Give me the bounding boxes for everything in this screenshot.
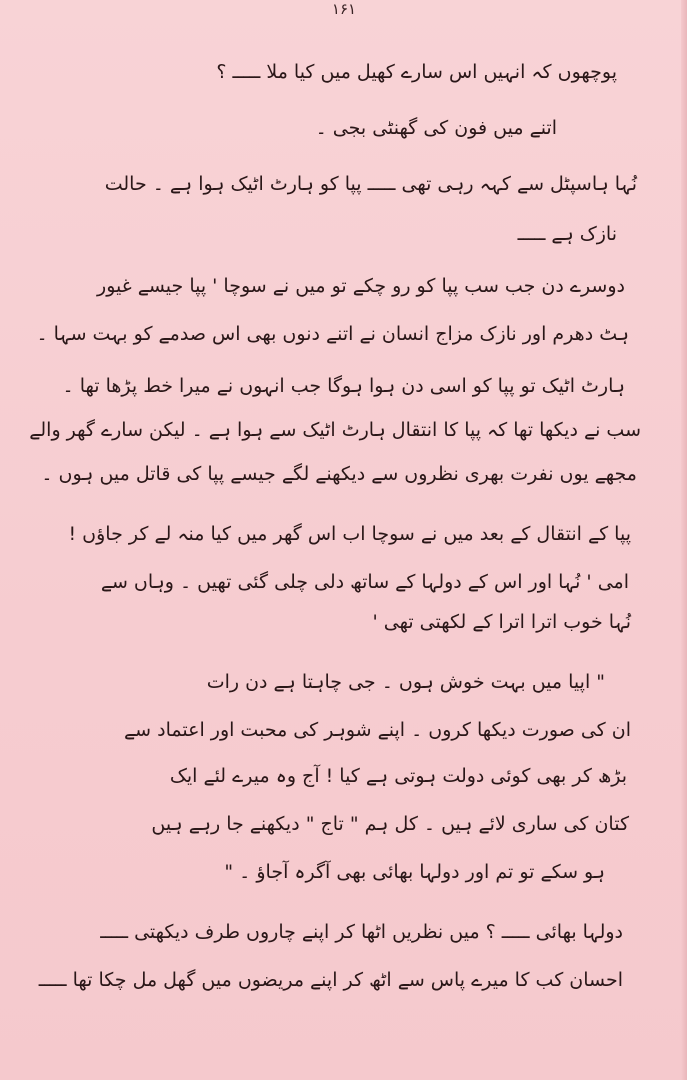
- page-number: ۱۶۱: [331, 0, 357, 18]
- text-line-13: " اپیا میں بہت خوش ہوں ۔ جی چاہتا ہے دن رات: [206, 671, 605, 693]
- text-line-17: ہو سکے تو تم اور دولہا بھائی بھی آگرہ آجاؤ ۔ ": [224, 861, 605, 883]
- text-line-16: کتان کی ساری لائے ہیں ۔ کل ہم " تاج " دیکھنے جا رہے ہیں: [151, 813, 629, 835]
- page-edge-shadow: [681, 0, 687, 1080]
- text-line-1: پوچھوں کہ انہیں اس سارے کھیل میں کیا ملا ـــــ ؟: [216, 61, 617, 83]
- text-line-5: دوسرے دن جب سب پپا کو رو چکے تو میں نے سوچا ' پپا جیسے غیور: [97, 275, 625, 297]
- text-line-8: سب نے دیکھا تھا کہ پپا کا انتقال ہارٹ اٹیک سے ہوا ہے ۔ لیکن سارے گھر والے: [29, 419, 641, 441]
- text-line-7: ہارٹ اٹیک تو پپا کو اسی دن ہوا ہوگا جب انہوں نے میرا خط پڑھا تھا ۔: [62, 375, 625, 397]
- text-line-2: اتنے میں فون کی گھنٹی بجی ۔: [315, 117, 557, 139]
- text-line-14: ان کی صورت دیکھا کروں ۔ اپنے شوہر کی محبت اور اعتماد سے: [124, 719, 631, 741]
- text-line-4: نازک ہے ـــــ: [517, 223, 617, 245]
- text-line-3: نُہا ہاسپٹل سے کہہ رہی تھی ـــــ پپا کو ہارٹ اٹیک ہوا ہے ۔ حالت: [104, 173, 637, 195]
- text-line-11: امی ' نُہا اور اس کے دولہا کے ساتھ دلی چلی گئی تھیں ۔ وہاں سے: [100, 571, 629, 593]
- text-line-19: احسان کب کا میرے پاس سے اٹھ کر اپنے مریضوں میں گھل مل چکا تھا ـــــ: [38, 969, 623, 991]
- text-line-18: دولہا بھائی ـــــ ؟ میں نظریں اٹھا کر اپنے چاروں طرف دیکھتی ـــــ: [100, 921, 623, 943]
- text-line-9: مجھے یوں نفرت بھری نظروں سے دیکھنے لگے جیسے پپا کی قاتل میں ہوں ۔: [41, 463, 637, 485]
- text-line-12: نُہا خوب اترا اترا کے لکھتی تھی ': [372, 611, 631, 633]
- text-line-15: بڑھ کر بھی کوئی دولت ہوتی ہے کیا ! آج وہ میرے لئے ایک: [169, 765, 627, 787]
- text-line-10: پپا کے انتقال کے بعد میں نے سوچا اب اس گھر میں کیا منہ لے کر جاؤں !: [68, 523, 631, 545]
- text-line-6: ہٹ دھرم اور نازک مزاج انسان نے اتنے دنوں بھی اس صدمے کو بہت سہا ۔: [36, 323, 629, 345]
